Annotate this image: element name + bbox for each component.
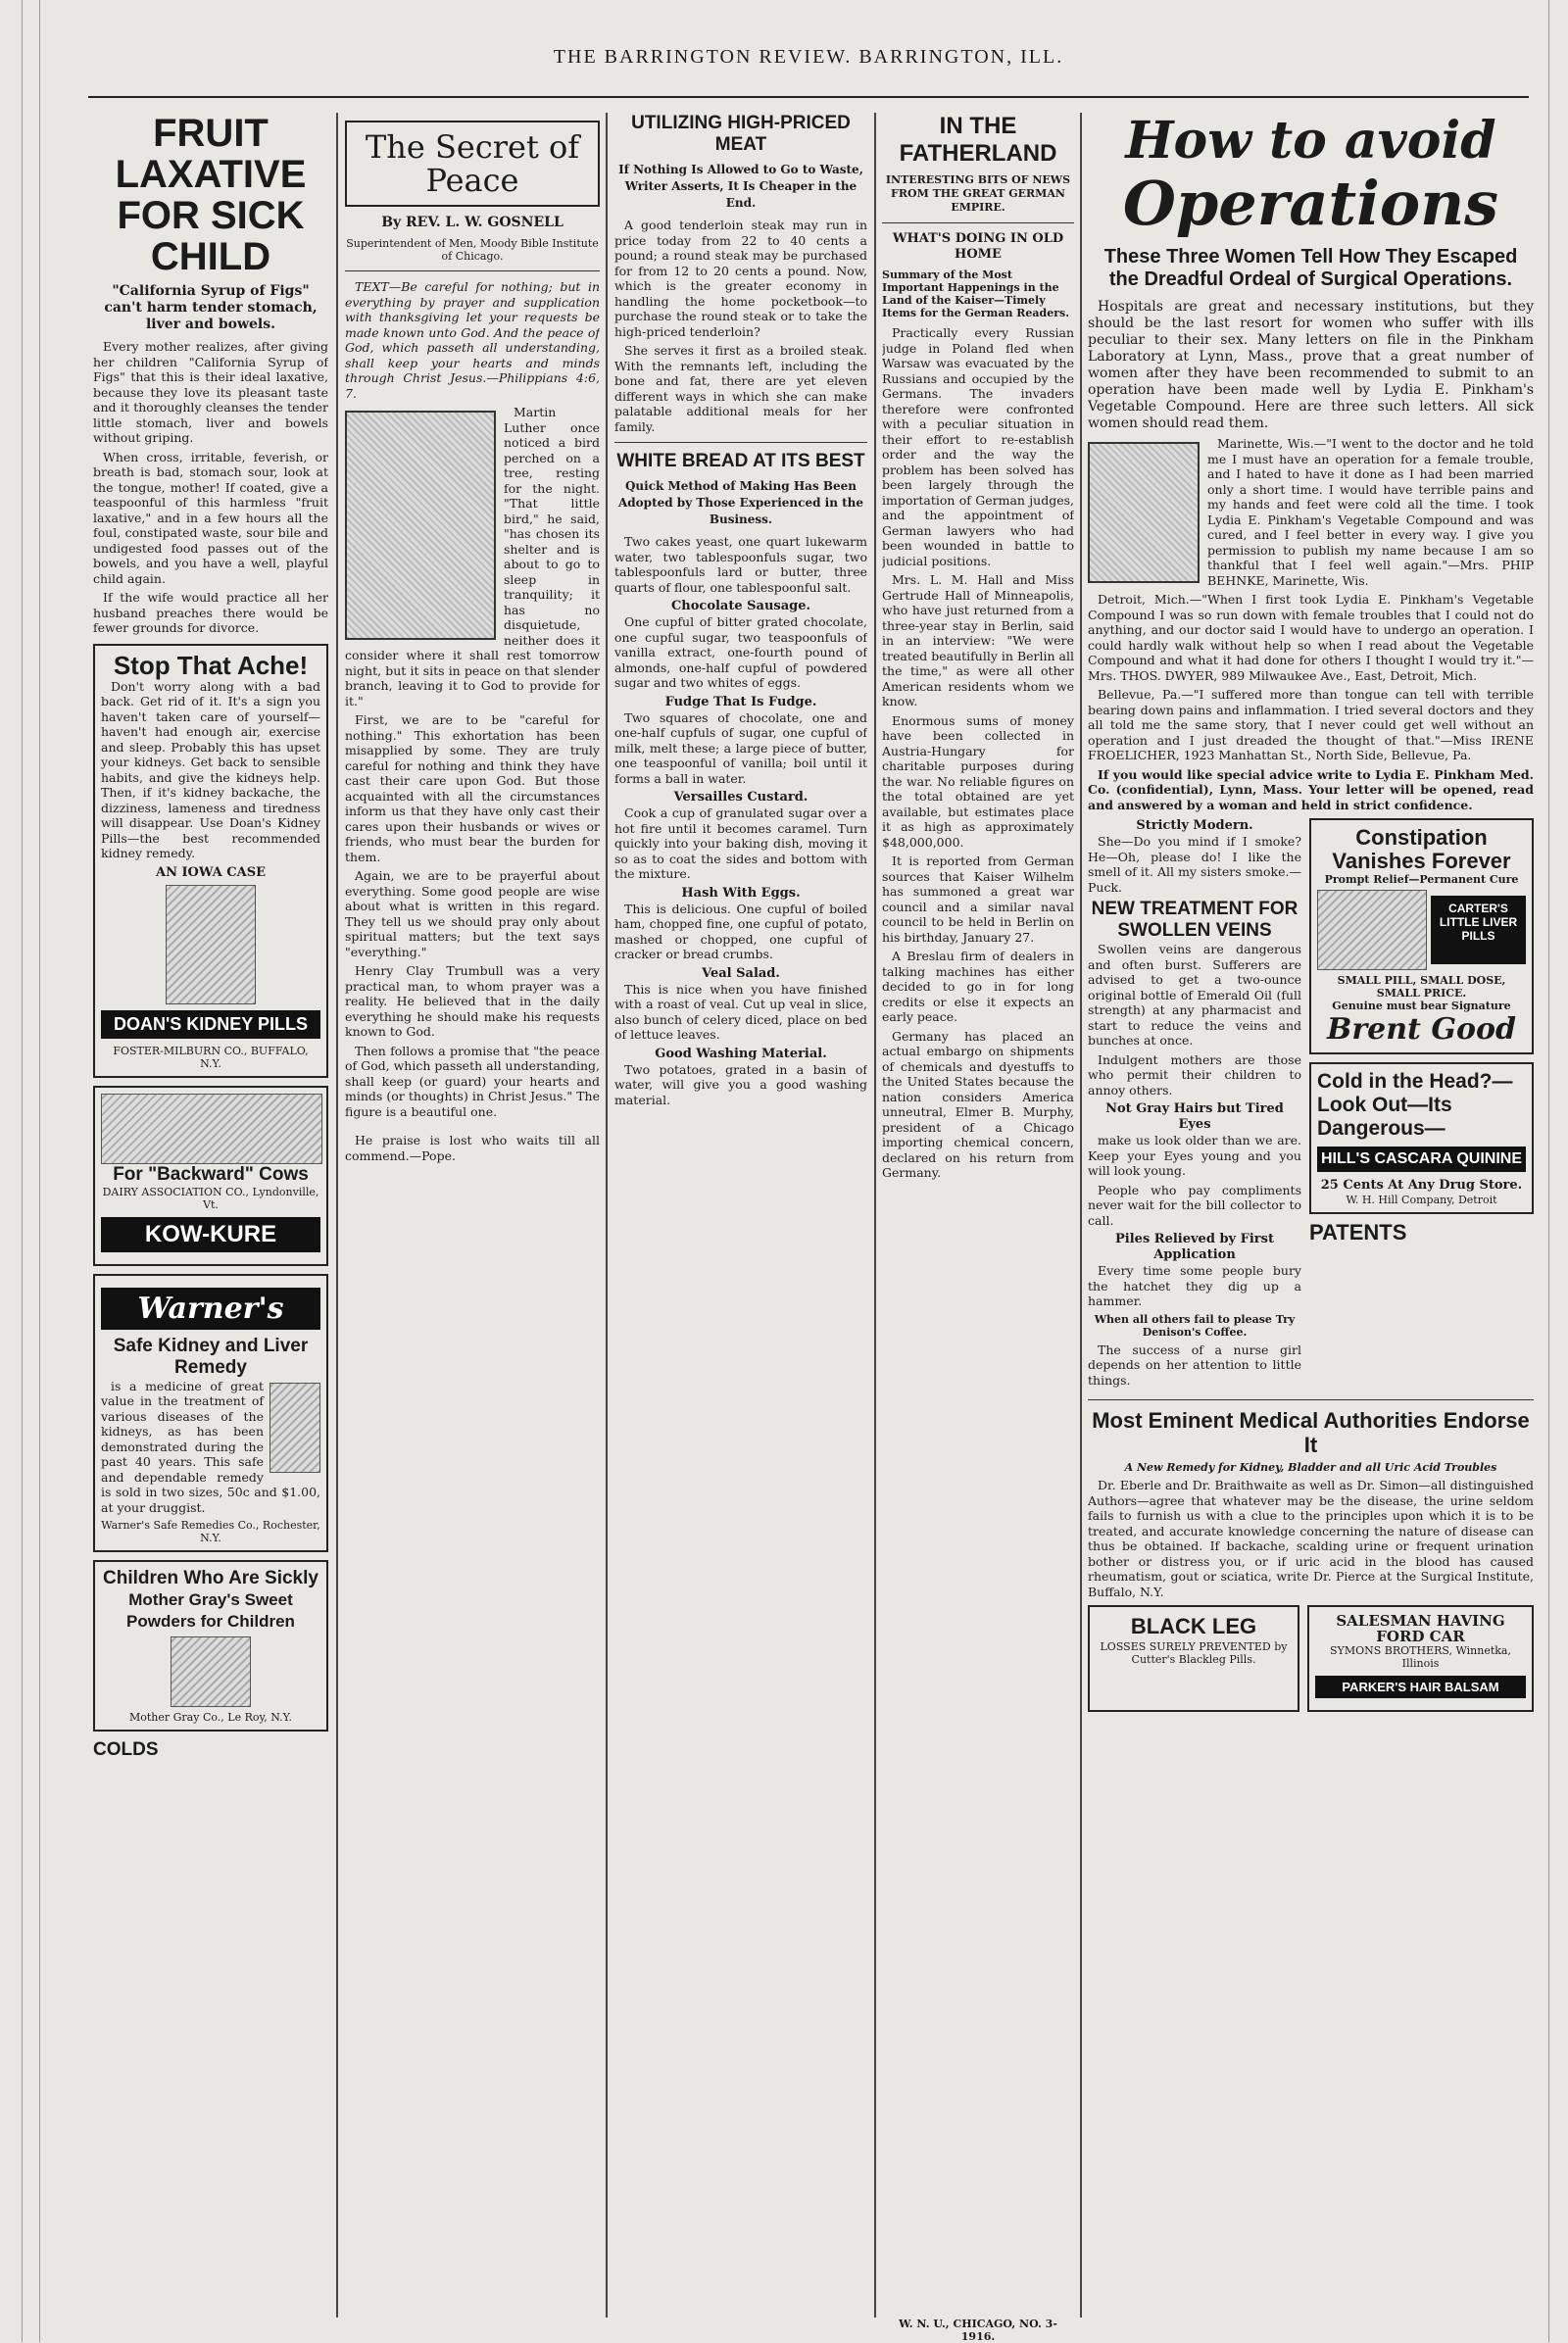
whats-doing-headline: WHAT'S DOING IN OLD HOME	[892, 231, 1064, 262]
misc-left	[1088, 818, 1301, 1391]
testimonial-letter: Bellevue, Pa.—"I suffered more than tongue can tell with terrible bearing down pains and inflammation. I tried several doctors and they all told me the same story, that I never could get well without an operation and I just dreaded the thought of that."—Miss IRENE FROELICHER, 1923 Manhattan St., North Side, Bellevue, Pa.	[1088, 687, 1534, 762]
mother-gray-brand: Mother Gray's Sweet Powders for Children	[126, 1590, 295, 1631]
article-paragraph: A good tenderloin steak may run in price today from 22 to 40 cents a pound; a round steak may be purchased for from 12 to 20 cents a pound. Now, which is the greater economy in handling the home pocketbook—to purchase the round steak or to take the high-priced tenderloin?	[614, 218, 867, 339]
masthead: THE BARRINGTON REVIEW. BARRINGTON, ILL.	[88, 18, 1529, 98]
swollen-veins-title: NEW TREATMENT FOR SWOLLEN VEINS	[1091, 899, 1298, 941]
white-bread-headline: WHITE BREAD AT ITS BEST	[616, 451, 865, 471]
recipe-heading: Good Washing Material.	[655, 1046, 827, 1061]
eminent-sub: A New Remedy for Kidney, Bladder and all Uric Acid Troubles	[1124, 1461, 1497, 1474]
fruit-laxative-subhead: "California Syrup of Figs" can't harm tender stomach, liver and bowels.	[104, 283, 318, 332]
article-paragraph: When cross, irritable, feverish, or breath is bad, stomach sour, look at the tongue, mother! If coated, give a teaspoonful of this harmless "fruit laxative," and in a few hours all the foul, constipated waste, sour bile and undigested food passes out of the bowels, and you have a well, playful child again.	[93, 449, 328, 586]
cascara-price: 25 Cents At Any Drug Store.	[1320, 1178, 1523, 1193]
blackleg-ad	[1088, 1605, 1299, 1712]
salesman-title: SALESMAN HAVING FORD CAR	[1336, 1612, 1505, 1645]
pinkham-closing: If you would like special advice write to Lydia E. Pinkham Med. Co. (confidential), Lynn, Mass. Your letter will be opened, read and answered by a woman and held in strict confidence.	[1088, 766, 1534, 812]
warners-ad	[93, 1274, 328, 1553]
operations-headline-2: Operations	[1122, 168, 1499, 239]
recipe-paragraph: This is nice when you have finished with a roast of veal. Cut up veal in slice, also bunch of celery diced, place on bed of lettuce leaves.	[614, 981, 867, 1042]
cow-illustration	[101, 1094, 322, 1164]
recipe-heading: Chocolate Sausage.	[670, 599, 811, 613]
operations-intro: Hospitals are great and necessary institutions, but they should be the last resort for women who suffer with ills peculiar to their sex. Many letters on file in the Pinkham Laboratory at Lynn, Mass., prove that a great number of women after they have been recommended to submit to an operation have been made well by Lydia E. Pinkham's Vegetable Compound. Here are three such letters. All sick women should read them.	[1088, 299, 1534, 431]
salesman-footer: SYMONS BROTHERS, Winnetka, Illinois	[1330, 1644, 1511, 1670]
news-paragraph: A Breslau firm of dealers in talking machines has either decided to go in for long credits or else it expects an early peace.	[882, 949, 1074, 1024]
sermon-paragraph: Then follows a promise that "the peace of God, which passeth all understanding, shall keep (or guard) your hearts and minds (or thoughts) in Christ Jesus." The figure is a beautiful one.	[345, 1043, 600, 1119]
high-priced-meat-headline: UTILIZING HIGH-PRICED MEAT	[631, 113, 851, 155]
fruit-laxative-headline: FRUIT LAXATIVE FOR SICK CHILD	[115, 113, 307, 278]
testimonial-letter: Detroit, Mich.—"When I first took Lydia E. Pinkham's Vegetable Compound I was so run down with female troubles that I could not do anything, and our doctor said I would have to undergo an operation. I could hardly walk without help so when I read about the Vegetable Compound and what it had done for others I thought I would try it."—Mrs. THOS. DWYER, 989 Milwaukee Ave., East, Detroit, Mich.	[1088, 592, 1534, 683]
parker-brand: PARKER'S HAIR BALSAM	[1315, 1676, 1526, 1698]
testimonial-portrait	[1088, 442, 1200, 583]
news-paragraph: Enormous sums of money have been collected in Austria-Hungary for charitable purposes during the war. No reliable figures on the total obtained are yet available, but estimates place it as high as approximately $48,000,000.	[882, 712, 1074, 850]
kow-kure-footer: DAIRY ASSOCIATION CO., Lyndonville, Vt.	[102, 1185, 319, 1211]
indulgent-mothers: Indulgent mothers are those who permit their children to annoy others.	[1088, 1051, 1301, 1098]
warners-footer: Warner's Safe Remedies Co., Rochester, N.Y.	[101, 1519, 320, 1544]
eminent-body: Dr. Eberle and Dr. Braithwaite as well as Dr. Simon—all distinguished Authors—agree that whatever may be the disease, the urine seldom fails to furnish us with a clue to the principles upon which it is to be treated, and accurate knowledge concerning the nature of disease can thus be obtained. If backache, scalding urine or frequent urination bother or distress you, or if uric acid in the blood has caused rheumatism, gout or sciatica, write Dr. Pierce at the Surgical Institute, Buffalo, N.Y.	[1088, 1478, 1534, 1599]
hatchet-note: Every time some people bury the hatchet they dig up a hammer.	[1088, 1263, 1301, 1308]
column-4	[882, 113, 1074, 2327]
mother-gray-illustration	[171, 1636, 251, 1707]
author-portrait	[345, 411, 496, 640]
colds-ad: COLDS	[93, 1739, 159, 1760]
misc-right	[1309, 818, 1534, 1391]
compliments-note: People who pay compliments never wait for the bill collector to call.	[1088, 1182, 1301, 1228]
strictly-modern-title: Strictly Modern.	[1136, 818, 1253, 833]
doans-ad-title: Stop That Ache!	[113, 650, 309, 680]
operations-subhead: These Three Women Tell How They Escaped the Dreadful Ordeal of Surgical Operations.	[1103, 246, 1518, 290]
recipe-paragraph: Cook a cup of granulated sugar over a hot fire until it becomes caramel. Turn quickly into your baking dish, moving it so as to coat the sides and bottom with the mixture.	[614, 805, 867, 881]
bottle-illustration	[270, 1383, 320, 1473]
patents-ad: PATENTS	[1309, 1220, 1407, 1245]
secret-of-peace-headline: The Secret of Peace	[365, 128, 580, 199]
recipe-paragraph: Two squares of chocolate, one and one-half cupfuls of sugar, one cupful of milk, melt these; a large piece of butter, one teaspoonful of vanilla; boil until it forms a ball in water.	[614, 709, 867, 786]
doans-brand: DOAN'S KIDNEY PILLS	[101, 1010, 320, 1039]
column-3	[614, 113, 867, 2327]
news-paragraph: Germany has placed an actual embargo on shipments of chemicals and dyestuffs to the United States because the nation considers America unneutral, Elmer B. Murphy, president of a Chicago importing chemical concern, declared on his return from Germany.	[882, 1028, 1074, 1180]
strictly-modern-body: She—Do you mind if I smoke? He—Oh, please do! I like the smell of it. All my sisters smoke.—Puck.	[1088, 834, 1301, 895]
testimonial-letter: Marinette, Wis.—"I went to the doctor and he told me I must have an operation for a female trouble, and I hated to have it done as I had been married only a short time. I would have terrible pains and my hands and feet were cold all the time. I took Lydia E. Pinkham's Vegetable Compound and was cured, and I feel better in every way. I give you permission to publish my name because I am so thankful that I feel well again."—Mrs. PHIP BEHNKE, Marinette, Wis.	[1207, 436, 1534, 588]
swollen-veins-body: Swollen veins are dangerous and often burst. Sufferers are advised to get a two-ounce original bottle of Emerald Oil (full strength) at any pharmacist and start to reduce the veins and bunches at once.	[1088, 942, 1301, 1048]
tired-eyes-title: Not Gray Hairs but Tired Eyes	[1105, 1101, 1284, 1132]
article-paragraph: Every mother realizes, after giving her children "California Syrup of Figs" that this is their ideal laxative, because they love its pleasant taste and it thoroughly cleanses the tender little stomach, liver and bowels without griping.	[93, 339, 328, 445]
operations-headline-1: How to avoid	[1125, 113, 1496, 171]
article-paragraph: Two cakes yeast, one quart lukewarm water, two tablespoonfuls sugar, two tablespoonfuls lard or butter, three quarts of flour, one tablespoonful salt.	[614, 534, 867, 595]
blackleg-title: BLACK LEG	[1130, 1614, 1257, 1638]
cascara-ad	[1309, 1062, 1534, 1214]
recipe-heading: Versailles Custard.	[673, 790, 808, 805]
recipe-heading: Hash With Eggs.	[681, 885, 801, 901]
sermon-paragraph: Martin Luther once noticed a bird perched on a tree, resting for the night. "That little bird," he said, "has chosen its shelter and is about to go to sleep in tranquility; it has no disquietude, neither does it consider where it shall rest tomorrow night, but it sits in peace on that slender branch, leaving it to God to provide for it."	[345, 405, 600, 708]
carters-ad	[1309, 818, 1534, 1054]
cascara-brand: HILL'S CASCARA QUININE	[1317, 1147, 1526, 1172]
kow-kure-brand: KOW-KURE	[101, 1217, 320, 1252]
carters-brand: CARTER'S LITTLE LIVER PILLS	[1431, 896, 1526, 964]
brent-good-signature: Brent Good	[1327, 1012, 1516, 1047]
recipe-paragraph: One cupful of bitter grated chocolate, one cupful sugar, two teaspoonfuls of vanilla extract, one-fourth pound of almonds, one-half cupful of powdered sugar and two whites of eggs.	[614, 614, 867, 690]
eminent-title: Most Eminent Medical Authorities Endorse It	[1092, 1408, 1530, 1457]
carters-title: Constipation Vanishes Forever	[1332, 825, 1511, 873]
crow-illustration	[1317, 890, 1427, 970]
warners-brand: Warner's	[101, 1288, 320, 1330]
white-bread-subhead: Quick Method of Making Has Been Adopted by Those Experienced in the Business.	[617, 479, 864, 526]
fatherland-subhead: INTERESTING BITS OF NEWS FROM THE GREAT GERMAN EMPIRE.	[885, 173, 1071, 214]
sermon-closing: He praise is lost who waits till all commend.—Pope.	[345, 1133, 600, 1163]
cascara-title: Cold in the Head?—Look Out—Its Dangerous—	[1317, 1070, 1513, 1140]
blackleg-body: LOSSES SURELY PREVENTED by Cutter's Blackleg Pills.	[1100, 1640, 1288, 1666]
woman-illustration	[166, 885, 256, 1004]
tired-eyes-body: make us look older than we are. Keep your Eyes young and you will look young.	[1088, 1133, 1301, 1178]
sermon-paragraph: First, we are to be "careful for nothing." This exhortation has been misapplied by some. They are truly careful for nothing and think they have cast their care upon God. But those acquainted with all the circumstances inform us that they have only cast their cares upon their husbands or wives or friends, who must bear the burden for them.	[345, 712, 600, 864]
sermon-paragraph: Again, we are to be prayerful about everything. Some good people are wise about what is written in this regard. They tell us we should pray only about spiritual matters; but the text says "everything."	[345, 868, 600, 959]
column-1	[93, 113, 328, 2327]
article-paragraph: If the wife would practice all her husband preaches there would be fewer grounds for divorce.	[93, 590, 328, 635]
news-paragraph: It is reported from German sources that Kaiser Wilhelm has summoned a great war council and a similar naval council to be held in Berlin on his birthday, January 27.	[882, 854, 1074, 945]
carters-small: SMALL PILL, SMALL DOSE, SMALL PRICE.	[1337, 974, 1506, 1000]
mother-gray-footer: Mother Gray Co., Le Roy, N.Y.	[128, 1711, 293, 1724]
warners-title: Safe Kidney and Liver Remedy	[113, 1335, 309, 1378]
fatherland-headline: IN THE FATHERLAND	[899, 113, 1057, 167]
carters-sub: Prompt Relief—Permanent Cure	[1324, 873, 1519, 886]
success-note: The success of a nurse girl depends on her attention to little things.	[1088, 1342, 1301, 1388]
news-paragraph: Practically every Russian judge in Poland fled when Warsaw was evacuated by the Russians and occupied by the Germans. The invaders therefore were confronted with a peculiar situation in their effort to re-establish order and the way the problem has been solved has been largely through the importation of German judges, and the appointment of German lawyers who had been wounded in battle to judicial positions.	[882, 325, 1074, 568]
page-footer: W. N. U., CHICAGO, NO. 3-1916.	[899, 2318, 1057, 2343]
doans-ad	[93, 644, 328, 1078]
byline: By REV. L. W. GOSNELL	[381, 215, 564, 230]
sermon-paragraph: Henry Clay Trumbull was a very practical man, to whom prayer was a reality. He believed that in the daily everything he should make his requests known to God.	[345, 963, 600, 1039]
sermon-text: TEXT—Be careful for nothing; but in everything by prayer and supplication with thanksgiving let your requests be made known unto God. And the peace of God, which passeth all understanding, shall keep your hearts and minds through Christ Jesus.—Philippians 4:6, 7.	[345, 279, 600, 401]
carters-signature-label: Genuine must bear Signature	[1332, 1000, 1511, 1012]
coffee-ad: When all others fail to please Try Denison's Coffee.	[1094, 1312, 1296, 1339]
cascara-footer: W. H. Hill Company, Detroit	[1346, 1194, 1497, 1206]
recipe-heading: Fudge That Is Fudge.	[664, 694, 817, 709]
high-priced-meat-subhead: If Nothing Is Allowed to Go to Waste, Writer Asserts, It Is Cheaper in the End.	[618, 163, 863, 210]
recipe-heading: Veal Salad.	[702, 965, 780, 981]
article-paragraph: She serves it first as a broiled steak. With the remnants left, including the bone and fat, there are yet eleven different ways in which she can make palatable additional meals for her family.	[614, 343, 867, 434]
mother-gray-title: Children Who Are Sickly	[103, 1568, 318, 1588]
byline-affiliation: Superintendent of Men, Moody Bible Institute of Chicago.	[346, 237, 599, 263]
column-5	[1088, 113, 1534, 2327]
doans-ad-body: Don't worry along with a bad back. Get rid of it. It's a sign you haven't taken care of yourself—haven't had enough air, exercise and sleep. Probably this has upset your kidneys. Get back to sensible habits, and give the kidneys help. Then, if it's kidney backache, the dizziness, lameness and tiredness will disappear. Use Doan's Kidney Pills—the best recommended kidney remedy.	[101, 678, 320, 860]
recipe-paragraph: This is delicious. One cupful of boiled ham, chopped fine, one cupful of potato, mashed or chopped, one cupful of cracker or bread crumbs.	[614, 901, 867, 961]
doans-footer: FOSTER-MILBURN CO., BUFFALO, N.Y.	[113, 1044, 309, 1070]
salesman-ad	[1307, 1605, 1534, 1712]
recipe-paragraph: Two potatoes, grated in a basin of water, will give you a good washing material.	[614, 1061, 867, 1107]
news-paragraph: Mrs. L. M. Hall and Miss Gertrude Hall of Minneapolis, who have just returned from a three-year stay in Berlin, said in an interview: "We were treated beautifully in Berlin all the time," as were all other American residents whom we know.	[882, 572, 1074, 708]
mother-gray-ad	[93, 1560, 328, 1732]
whats-doing-subhead: Summary of the Most Important Happenings in the Land of the Kaiser—Timely Items for the German Readers.	[882, 268, 1070, 319]
kow-kure-ad	[93, 1086, 328, 1266]
column-2	[345, 113, 600, 2327]
piles-title: Piles Relieved by First Application	[1115, 1232, 1274, 1262]
kow-kure-title: For "Backward" Cows	[113, 1163, 309, 1185]
warners-body: is a medicine of great value in the treatment of various diseases of the kidneys, as has been demonstrated during the past 40 years. This safe and dependable remedy is sold in two sizes, 50c and $1.00, at your druggist.	[101, 1378, 320, 1515]
doans-ad-case: AN IOWA CASE	[155, 864, 266, 880]
